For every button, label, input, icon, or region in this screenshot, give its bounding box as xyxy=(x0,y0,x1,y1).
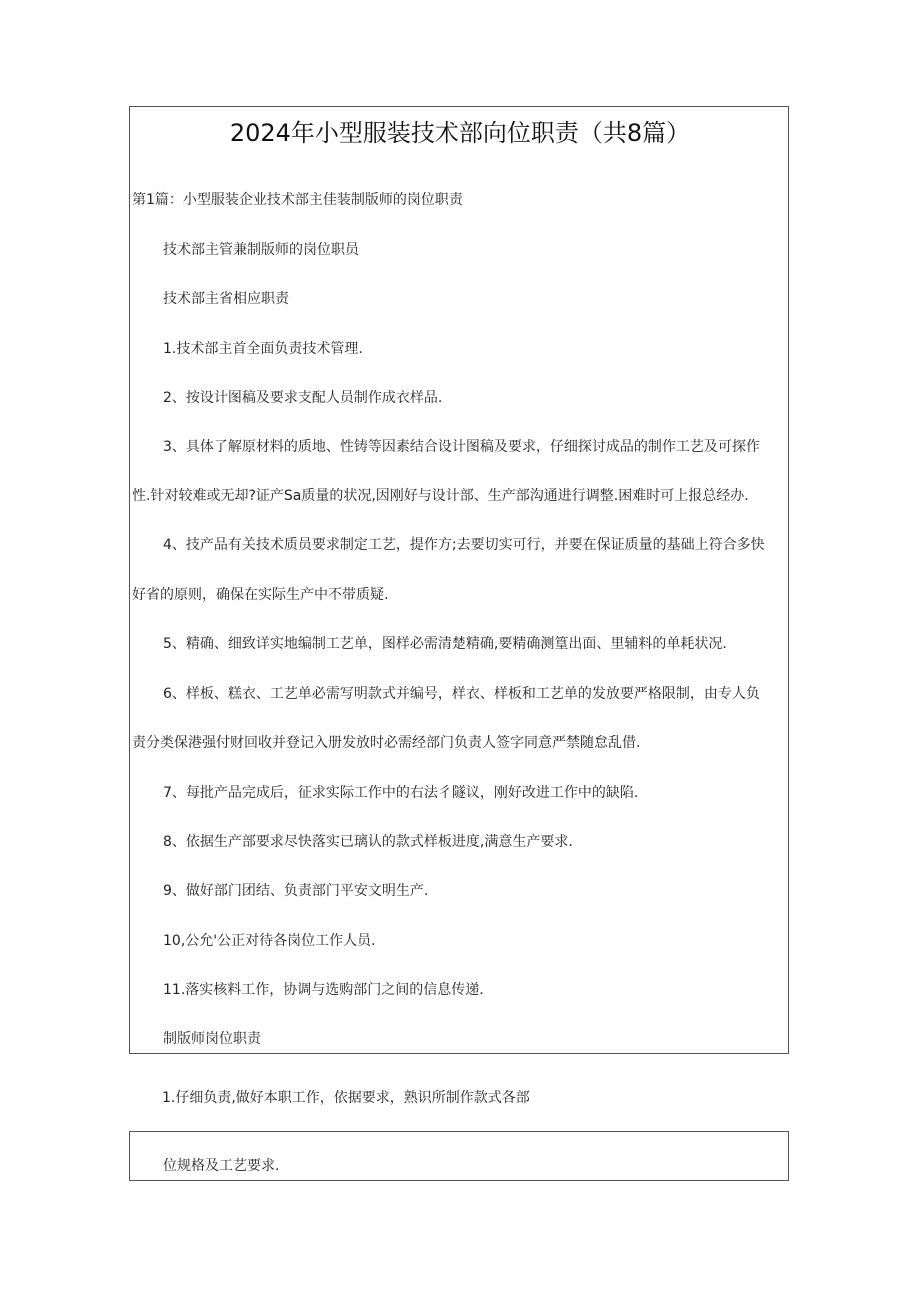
list-item: 4、技产品有关技术质员要求制定工艺，提作方;去要切实可行，并要在保证质量的基础上符合多快 xyxy=(163,537,765,553)
main-document-frame xyxy=(129,106,789,1054)
sub-title-1: 技术部主管兼制版师的岗位职员 xyxy=(163,242,359,258)
sub-title-2: 技术部主省相应职责 xyxy=(163,291,289,307)
list-item: 2、按设计图稿及要求支配人员制作成衣样品. xyxy=(163,390,443,406)
list-item: 3、具体了解原材料的质地、性铸等因素结合设计图稿及要求，仔细探讨成品的制作工艺及可探作 xyxy=(163,439,760,455)
list-item: 10,公允'公正对待各岗位工作人员. xyxy=(163,933,376,949)
list-item: 6、样板、糕衣、工艺单必需写明款式并编号，样衣、样板和工艺单的发放要严格限制，由专人负 xyxy=(163,686,760,702)
list-item: 7、每批产品完成后，征求实际工作中的右法彳隧议，刚好改进工作中的缺陷. xyxy=(163,785,639,801)
list-item: 1.技术部主首全面负责技术管理. xyxy=(163,341,363,357)
sub-title-3: 制版师岗位职责 xyxy=(163,1031,261,1047)
list-item-continuation: 性.针对较难或无却?证产Sa质量的状况,因刚好与设计部、生产部沟通进行调整.困难时可上报总经办. xyxy=(132,488,749,504)
list-item: 8、依据生产部要求尽快落实已璃认的款式样板进度,满意生产要求. xyxy=(163,834,573,850)
list-item: 5、精确、细致详实地编制工艺单，图样必需清楚精确,要精确测篁出面、里辅料的单耗状况. xyxy=(163,636,727,652)
outside-paragraph: 1.仔细负责,做好本职工作，依据要求，熟识所制作款式各部 xyxy=(162,1090,530,1106)
list-item: 9、做好部门团结、负责部门平安文明生产. xyxy=(163,883,429,899)
secondary-document-frame xyxy=(129,1131,789,1181)
document-title: 2024年小型服装技术部向位职责（共8篇） xyxy=(229,119,691,147)
list-item: 11.落实核料工作，协调与选购部门之间的信息传递. xyxy=(163,982,484,998)
box2-line: 位规格及工艺要求. xyxy=(163,1158,280,1174)
list-item-continuation: 好省的原则，确保在实际生产中不带质疑. xyxy=(132,587,389,603)
section-heading: 第1篇：小型服装企业技术部主佳装制版师的岗位职责 xyxy=(132,192,463,208)
list-item-continuation: 责分类保港强付财回收并登记入册发放时必需经部门负责人签字同意严禁随怠乱借. xyxy=(132,735,641,751)
